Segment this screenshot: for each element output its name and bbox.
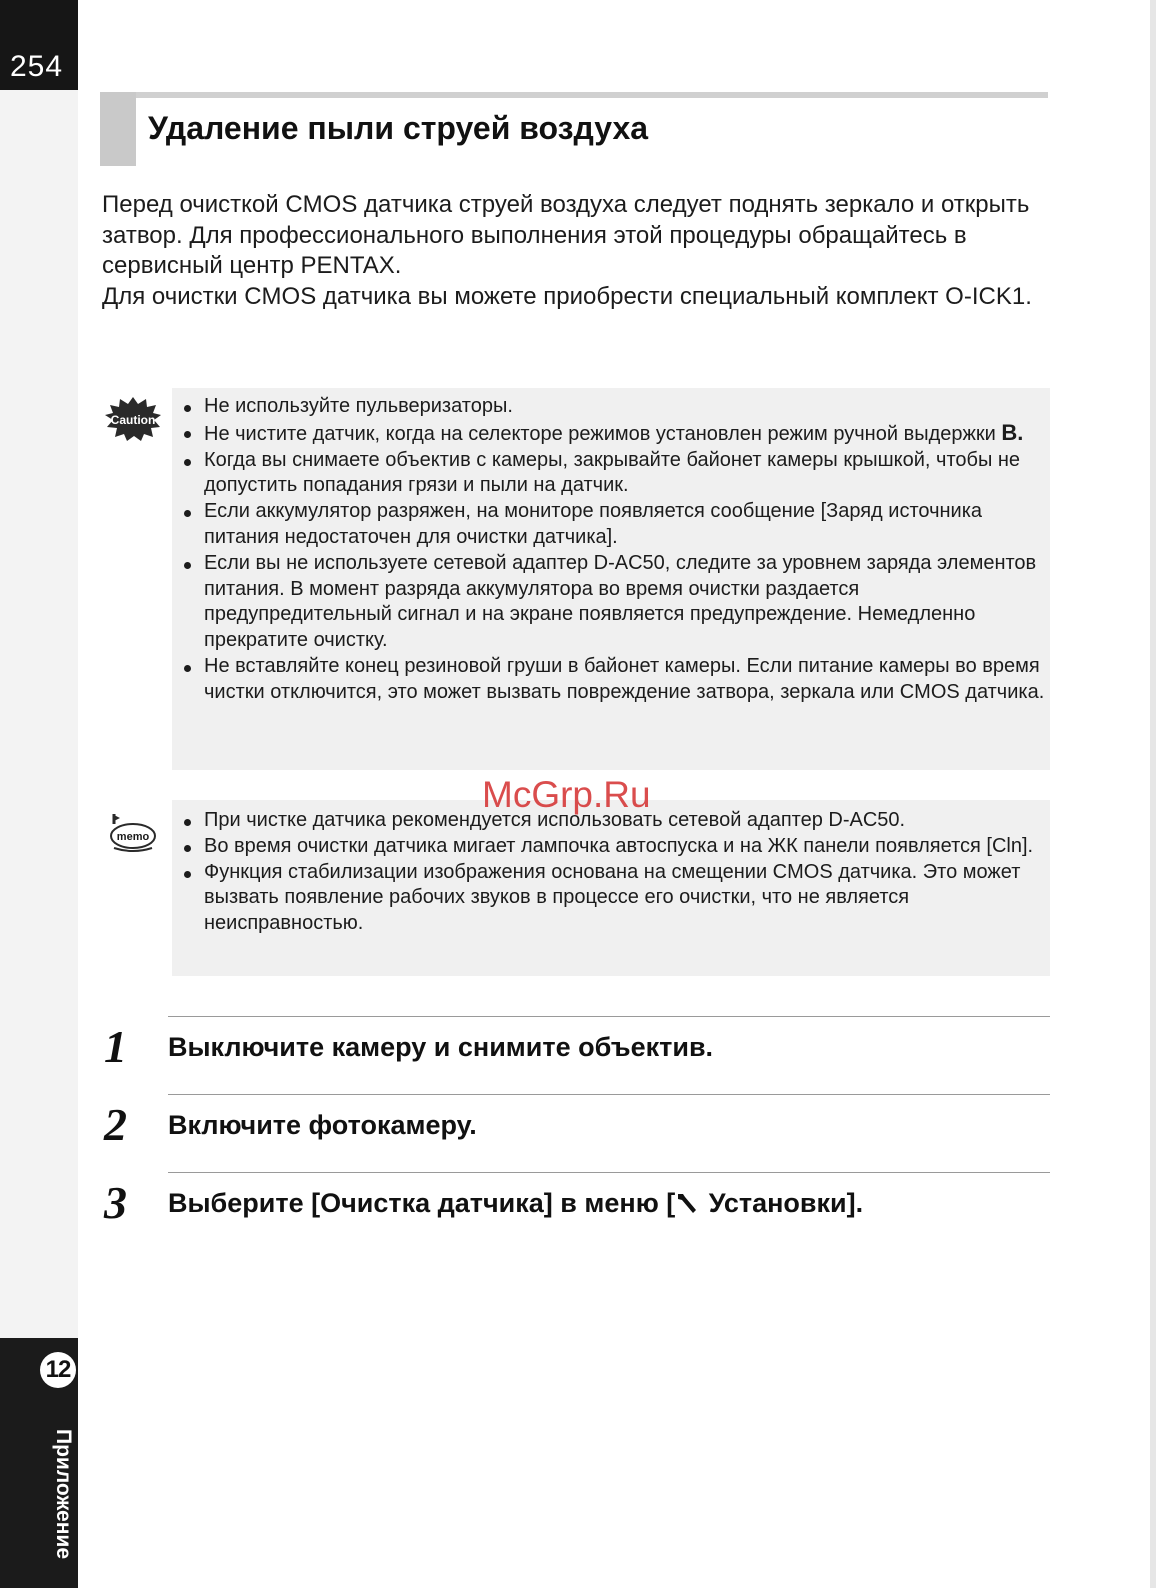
watermark: McGrp.Ru	[482, 774, 651, 815]
step-text: Включите фотокамеру.	[168, 1110, 477, 1140]
intro-paragraph: Для очистки CMOS датчика вы можете приобрести специальный комплект O-ICK1.	[102, 282, 1032, 310]
caution-icon-label: Caution	[110, 413, 156, 427]
step-number: 3	[104, 1177, 127, 1228]
step-text: Выключите камеру и снимите объектив.	[168, 1032, 714, 1062]
memo-item: Во время очистки датчика мигает лампочка автоспуска и на ЖК панели появляется [Cln].	[172, 834, 1050, 860]
caution-item: Когда вы снимаете объектив с камеры, закрывайте байонет камеры крышкой, чтобы не допустить попадания грязи и пыли на датчик.	[172, 448, 1050, 500]
page-title: Удаление пыли струей воздуха	[148, 110, 649, 146]
caution-box	[172, 388, 1050, 770]
caution-icon	[104, 396, 162, 442]
memo-box	[172, 800, 1050, 976]
chapter-label: Приложение	[52, 1428, 75, 1559]
title-accent-block	[100, 92, 136, 166]
memo-item: Функция стабилизации изображения основана на смещении CMOS датчика. Это может вызвать появление рабочих звуков в процессе его очистки, что не является неисправностью.	[172, 860, 1050, 937]
caution-item: Не используйте пульверизаторы.	[172, 394, 1050, 420]
caution-item: Не вставляйте конец резиновой груши в байонет камеры. Если питание камеры во время чистки отключится, это может вызвать повреждение затвора, зеркала или CMOS датчика.	[172, 654, 1050, 706]
step-rule	[168, 1094, 1050, 1095]
intro-text	[102, 190, 1052, 312]
caution-item: Если аккумулятор разряжен, на мониторе появляется сообщение [Заряд источника питания недостаточен для очистки датчика].	[172, 499, 1050, 551]
page-number-tab	[0, 0, 78, 90]
right-page-edge	[1150, 0, 1156, 1588]
bulb-mode-symbol: B.	[1001, 419, 1024, 445]
intro-paragraph: Перед очисткой CMOS датчика струей воздуха следует поднять зеркало и открыть затвор. Для профессионального выполнения этой процедуры обращайтесь в сервисный центр PENTAX.	[102, 191, 1030, 279]
step-2	[100, 1094, 1052, 1164]
caution-item: Не чистите датчик, когда на селекторе режимов установлен режим ручной выдержки B.	[172, 420, 1050, 448]
step-rule	[168, 1016, 1050, 1017]
page-number: 254	[10, 50, 64, 83]
memo-item: При чистке датчика рекомендуется использовать сетевой адаптер D-AC50.	[172, 808, 1050, 834]
step-1	[100, 1016, 1052, 1086]
step-3	[100, 1172, 1052, 1242]
title-rule	[136, 92, 1048, 98]
caution-item: Если вы не используете сетевой адаптер D-AC50, следите за уровнем заряда элементов питания. В момент разряда аккумулятора во время очистки раздается предупредительный сигнал и на экране появляется предупреждение. Немедленно прекратите очистку.	[172, 551, 1050, 654]
title-bar	[100, 92, 1048, 166]
memo-icon-label: memo	[116, 831, 150, 843]
step-number: 2	[104, 1099, 127, 1150]
step-number: 1	[104, 1021, 127, 1072]
chapter-number-badge: 12	[40, 1352, 76, 1388]
step-text: Выберите [Очистка датчика] в меню [ Установки].	[168, 1188, 864, 1218]
step-rule	[168, 1172, 1050, 1173]
memo-icon	[106, 812, 156, 852]
wrench-icon	[675, 1191, 701, 1215]
